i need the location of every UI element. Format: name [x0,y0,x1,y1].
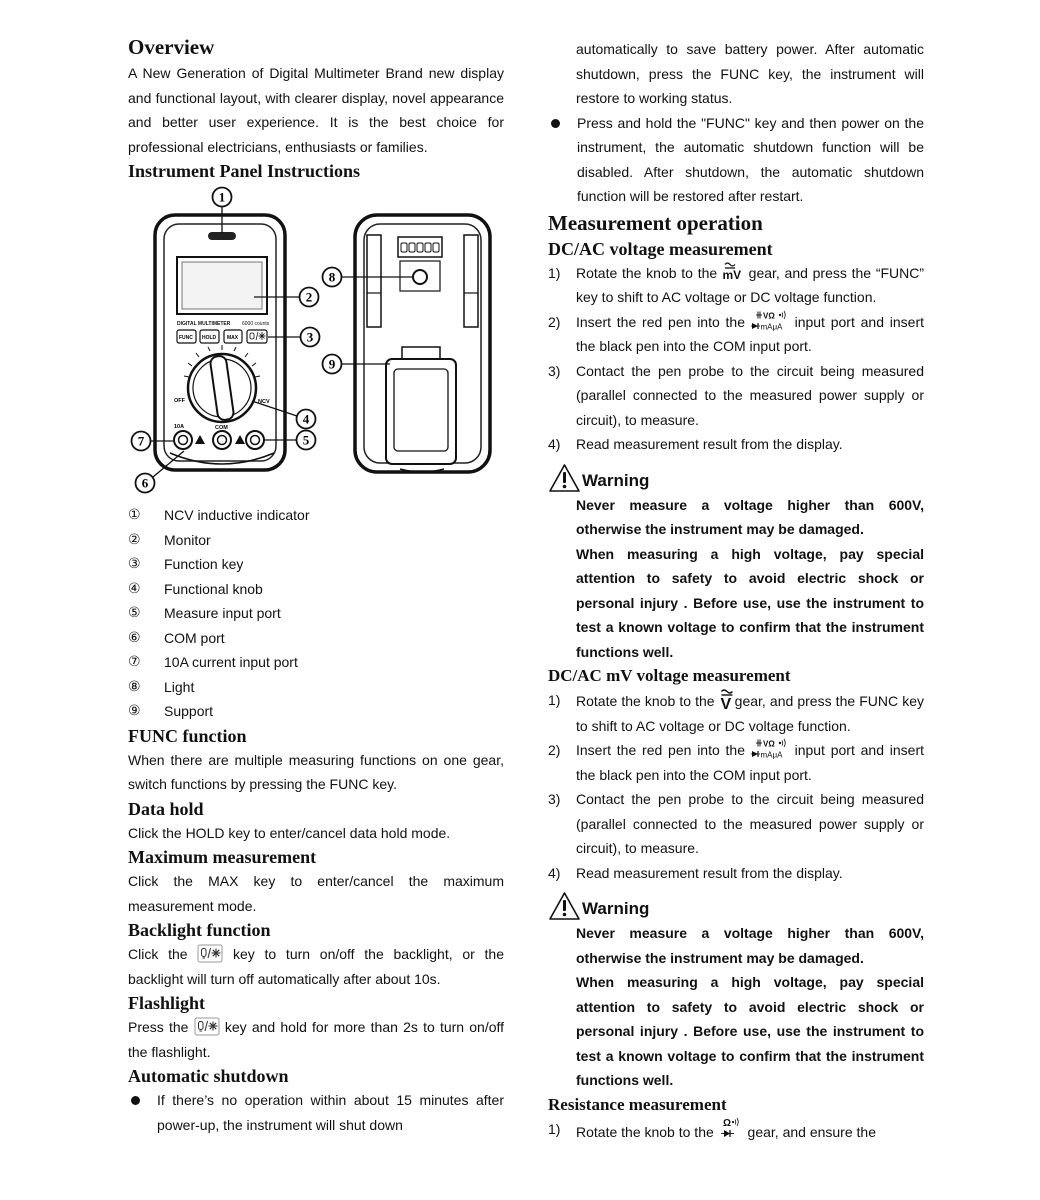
callout-number: 3 [306,329,314,345]
step-number: 2) [548,313,561,330]
legend-item [128,552,504,577]
meter-title-label: DIGITAL MULTIMETER [177,321,231,327]
callout-5 [297,431,316,450]
mv-voltage-warning-heading [548,885,924,921]
callout-number: 2 [305,289,313,305]
warning-triangle-icon [548,463,581,493]
step-text: Read measurement result from the display. [576,436,843,452]
legend-item [128,699,504,724]
callout-4 [297,410,316,429]
callout-number: 1 [218,189,226,205]
connector-pins [401,243,439,252]
step-text-end: gear, and press the FUNC key to shift to AC voltage or DC voltage function. [576,693,924,734]
meter-front-view [155,215,285,470]
callout-6 [136,474,155,493]
measurement-operation-heading: Measurement operation [548,210,763,235]
legend-number: ② [128,531,141,548]
maximum-measurement-heading: Maximum measurement [128,847,317,867]
legend-number: ⑤ [128,605,141,621]
step-text: Contact the pen probe to the circuit being measured (parallel connected to the measured power supply or circuit), to measure. [576,791,924,856]
voltage-step-1 [548,261,924,310]
backlight-text-start: Click the [128,946,188,962]
callout-number: 8 [328,269,336,285]
knob-off-label: OFF [174,398,185,404]
warning-title: Warning [582,470,650,490]
flashlight-text-end: key and hold for more than 2s to turn on/off the flashlight. [128,1019,505,1060]
legend-label: COM port [164,629,225,646]
callout-1 [213,188,232,207]
step-text [576,261,924,310]
callout-number: 4 [302,411,310,427]
step-number: 3) [548,362,561,379]
overview-text: A New Generation of Digital Multimeter Brand new display and functional layout, with clearer display, novel appearance and better user experience. It is the best choice for professional electricians, enthusiasts or families. [128,65,504,155]
backlight-flashlight-key-icon [197,944,223,964]
auto-shutdown-bullet-2-text: Press and hold the "FUNC" key and then power on the instrument, the automatic shutdown function will be disabled. After shutdown, the automatic shutdown function will be restored after restart. [577,114,924,204]
panel-instructions-heading: Instrument Panel Instructions [128,161,361,181]
warning-title: Warning [582,899,650,918]
overview-heading: Overview [128,35,215,59]
right-column [548,37,924,1144]
meter-counts-label: 6000 counts [242,321,270,327]
step-text-start: Rotate the knob to the [576,1123,714,1140]
legend-number: ① [128,507,141,523]
legend-item [128,528,504,553]
flashlight-heading: Flashlight [128,993,206,1013]
mv-voltage-step-4 [548,861,924,886]
legend-number: ⑧ [128,678,141,695]
backlight-function-heading: Backlight function [128,920,271,940]
step-text-start: Insert the red pen into the [576,313,746,330]
port-icon-bottom-label: mAμA [760,750,783,760]
callout-2 [300,288,319,307]
ac-dc-v-gear-icon [719,688,735,711]
v-ohm-ma-input-port-icon [751,310,789,332]
warning-triangle-icon [548,891,581,921]
callout-number: 6 [141,475,149,491]
legend-label: Measure input port [164,605,281,621]
callout-7 [132,432,151,451]
warning-text-2: When measuring a high voltage, pay special attention to safety to avoid electric shock or personal injury . Before use, use the instrument to test a known voltage to confirm that the instrument functions well. [576,974,924,1088]
step-text [576,688,924,738]
com-port-label: COM [215,425,228,431]
display-screen [182,262,262,309]
mv-voltage-step-3 [548,787,924,861]
legend-number: ④ [128,580,141,597]
backlight-flashlight-key-icon [194,1017,220,1037]
ac-dc-mv-gear-icon [722,261,744,283]
step-text: Read measurement result from the display. [576,864,843,881]
legend-label: Light [164,678,195,695]
max-key-label: MAX [227,335,239,341]
auto-shutdown-bullet-2 [548,111,924,209]
com-input-port-hole [218,436,227,445]
hold-key-label: HOLD [202,335,217,341]
amp-input-port-hole [179,436,188,445]
mv-voltage-step-2 [548,738,924,787]
callout-8 [323,268,342,287]
legend-label: Function key [164,556,244,572]
resistance-measurement-heading: Resistance measurement [548,1094,727,1114]
measure-input-port-hole [251,436,260,445]
step-number: 3) [548,791,561,807]
resistance-continuity-diode-gear-icon [718,1117,744,1141]
legend-number: ⑨ [128,703,141,719]
step-text-start: Rotate the knob to the [576,693,715,709]
mv-voltage-step-1 [548,688,924,738]
voltage-step-2 [548,310,924,359]
callout-number: 9 [328,356,336,372]
legend-number: ③ [128,556,141,572]
voltage-step-4 [548,432,924,457]
legend-label: Monitor [164,531,211,548]
auto-shutdown-bullet-1 [128,1088,504,1137]
step-number: 2) [548,742,561,758]
step-text-start: Rotate the knob to the [576,264,718,281]
knob-ncv-label: NCV [258,399,270,405]
legend-number: ⑦ [128,654,141,670]
legend-label: NCV inductive indicator [164,507,310,523]
legend-item [128,601,504,626]
warning-text-2: When measuring a high voltage, pay special attention to safety to avoid electric shock or personal injury . Before use, use the instrument to test a known voltage to confirm that the instrument functions well. [576,545,924,660]
backlight-text-end: key to turn on/off the backlight, or the backlight will turn off automatically after about 10s. [128,946,504,987]
step-number: 4) [548,864,561,881]
flashlight-text [128,1015,504,1064]
callout-3 [301,328,320,347]
callout-number: 5 [302,432,310,448]
func-key-label: FUNC [179,335,193,341]
step-text-end: gear, and press the “FUNC” key to shift to AC voltage or DC voltage function. [576,264,925,305]
right-clip [464,235,478,327]
multimeter-illustration [128,183,504,495]
meter-back-view [355,215,490,472]
warning-text-1: Never measure a voltage higher than 600V, otherwise the instrument may be damaged. [576,925,924,966]
flashlight-text-start: Press the [128,1019,189,1035]
left-column [128,33,504,1137]
auto-shutdown-bullet-1-text: If there’s no operation within about 15 minutes after power-up, the instrument will shut down [157,1092,504,1133]
callout-number: 7 [137,433,145,449]
dc-ac-voltage-heading: DC/AC voltage measurement [548,238,773,259]
legend-item [128,675,504,700]
step-text-end: gear, and ensure the [747,1123,876,1140]
legend-label: 10A current input port [164,654,298,670]
flashlight-lens [413,270,427,284]
callout-9 [323,355,342,374]
port-icon-top-label: VΩ [762,739,775,749]
step-number: 4) [548,436,561,452]
step-text [576,738,924,787]
dc-ac-mv-voltage-heading: DC/AC mV voltage measurement [548,666,791,685]
voltage-step-3 [548,359,924,433]
auto-shutdown-bullet-1-continued: automatically to save battery power. After automatic shutdown, press the FUNC key, the instrument will restore to working status. [576,41,924,106]
resistance-icon-label: Ω [722,1117,731,1129]
automatic-shutdown-heading: Automatic shutdown [128,1066,289,1086]
step-number: 1) [548,692,561,708]
step-text: Contact the pen probe to the circuit being measured (parallel connected to the measured power supply or circuit), to measure. [576,362,924,428]
legend-number: ⑥ [128,629,141,646]
func-function-text: When there are multiple measuring functions on one gear, switch functions by pressing the FUNC key. [128,751,504,792]
legend-label: Support [164,703,214,719]
data-hold-heading: Data hold [128,798,204,819]
bullet-marker [548,111,577,209]
step-text [576,1117,924,1145]
warning-text-1: Never measure a voltage higher than 600V, otherwise the instrument may be damaged. [576,496,924,537]
resistance-step-1 [548,1117,924,1145]
v-icon-label: V [720,696,731,713]
step-text-end: input port and insert the black pen into the COM input port. [576,742,924,783]
bullet-marker [128,1088,157,1137]
step-number: 1) [548,1120,561,1137]
ncv-indicator-slot [208,232,236,240]
data-hold-text: Click the HOLD key to enter/cancel data hold mode. [128,824,451,841]
port-icon-bottom-label: mAμA [760,322,783,331]
maximum-measurement-text: Click the MAX key to enter/cancel the maximum measurement mode. [128,873,504,914]
legend-item [128,577,504,602]
func-function-heading: FUNC function [128,725,247,746]
step-text-end: input port and insert the black pen into the COM input port. [576,313,924,354]
panel-legend [128,503,504,724]
legend-label: Functional knob [164,580,263,597]
port-icon-top-label: VΩ [762,311,775,320]
voltage-warning-heading [548,457,924,493]
support-stand-inner [394,369,448,451]
step-number: 1) [548,264,561,281]
left-clip [367,235,381,327]
instrument-panel-figure [128,183,504,503]
v-ohm-ma-input-port-icon [751,738,789,760]
amp-port-label: 10A [174,424,185,430]
step-text-start: Insert the red pen into the [576,742,746,758]
legend-item [128,503,504,528]
step-text [576,310,924,359]
legend-item [128,650,504,675]
mv-icon-label: mV [722,267,742,282]
legend-item [128,626,504,651]
backlight-function-text [128,942,504,991]
